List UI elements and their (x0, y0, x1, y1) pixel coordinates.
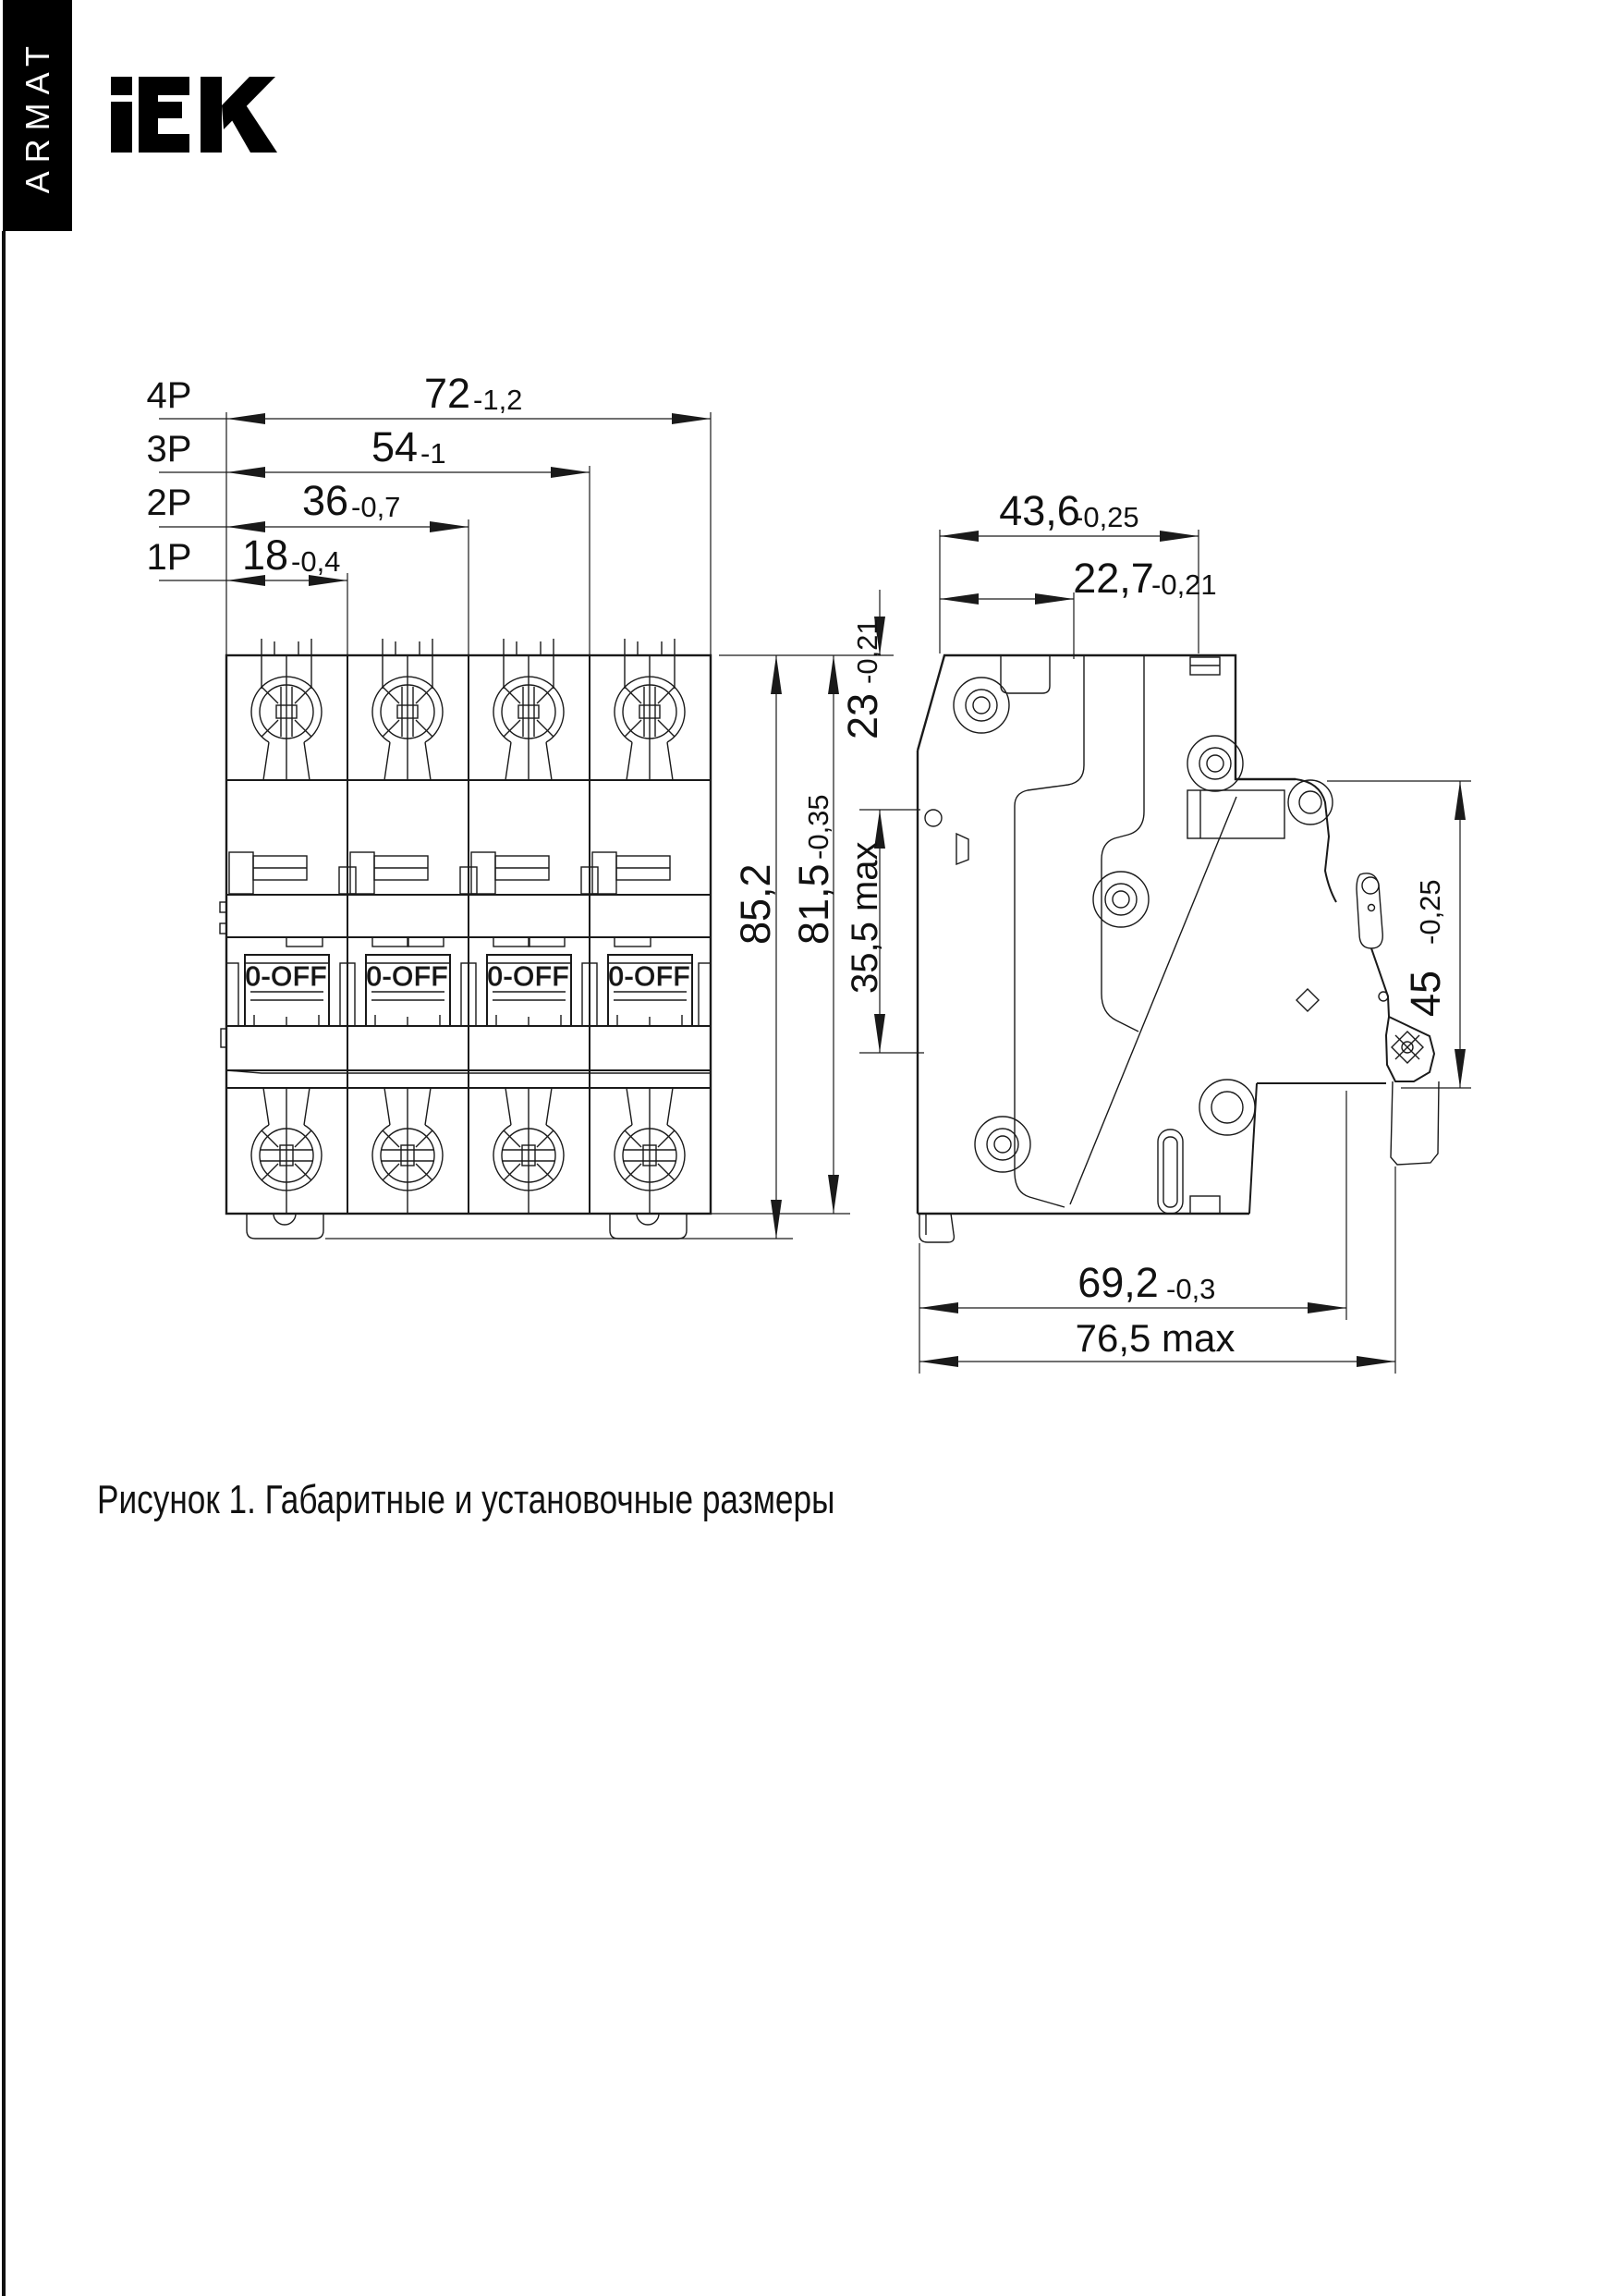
dim-handle-projection: 35,5 max (845, 841, 885, 994)
dim-3p-tolerance: -1 (420, 437, 446, 470)
dim-front-width-tolerance: -0,21 (1151, 568, 1217, 601)
dim-body-height-value: 81,5 (790, 863, 837, 945)
dim-top-depth-value: 23 (839, 692, 886, 739)
dim-total-height: 85,2 (732, 863, 779, 945)
dim-4p-tolerance: -1,2 (473, 384, 523, 416)
toggle-label-pole4: 0-OFF (608, 962, 691, 992)
front-view-dimension-texts (147, 370, 523, 579)
dim-total-depth: 76,5 max (1075, 1316, 1236, 1360)
dim-2p-tolerance: -0,7 (351, 491, 401, 523)
dim-top-width-tolerance: -0,25 (1074, 501, 1139, 533)
tie-bar-lower (221, 1026, 711, 1073)
dim-4p-value: 72 (423, 370, 471, 417)
dim-din-span-value: 45 (1402, 970, 1449, 1017)
dim-1p-value: 18 (241, 531, 289, 579)
dim-front-width-value: 22,7 (1073, 555, 1154, 602)
front-view-drawing (220, 639, 711, 1239)
toggle-label-pole1: 0-OFF (245, 962, 328, 992)
side-view-interior (919, 655, 1333, 1242)
figure-caption: Рисунок 1. Габаритные и установочные размеры (97, 1477, 835, 1522)
dim-3p-value: 54 (371, 423, 419, 470)
dim-din-span-tolerance: -0,25 (1414, 879, 1446, 945)
din-foot-right (610, 1214, 687, 1239)
armat-series-label: ARMAT (18, 37, 56, 194)
toggle-label-pole3: 0-OFF (487, 962, 570, 992)
tie-bar-upper (220, 895, 711, 946)
side-view-dimension-texts (732, 487, 1449, 1360)
dim-top-width-value: 43,6 (999, 487, 1080, 534)
pole-count-1p: 1P (146, 537, 192, 578)
dim-mount-depth-tolerance: -0,3 (1166, 1273, 1216, 1305)
handle-pivot-blocks (229, 852, 670, 894)
pole-count-2p: 2P (146, 482, 192, 523)
din-foot-left (247, 1214, 323, 1239)
pole-count-3p: 3P (146, 429, 192, 470)
dim-top-depth-tolerance: -0,21 (851, 618, 883, 684)
dim-body-height-tolerance: -0,35 (802, 794, 834, 860)
dim-mount-depth-value: 69,2 (1077, 1259, 1159, 1306)
side-view-drawing (918, 655, 1439, 1242)
pole-count-4p: 4P (146, 375, 192, 416)
dim-1p-tolerance: -0,4 (291, 545, 341, 578)
dim-2p-value: 36 (301, 477, 349, 524)
toggle-label-pole2: 0-OFF (366, 962, 449, 992)
